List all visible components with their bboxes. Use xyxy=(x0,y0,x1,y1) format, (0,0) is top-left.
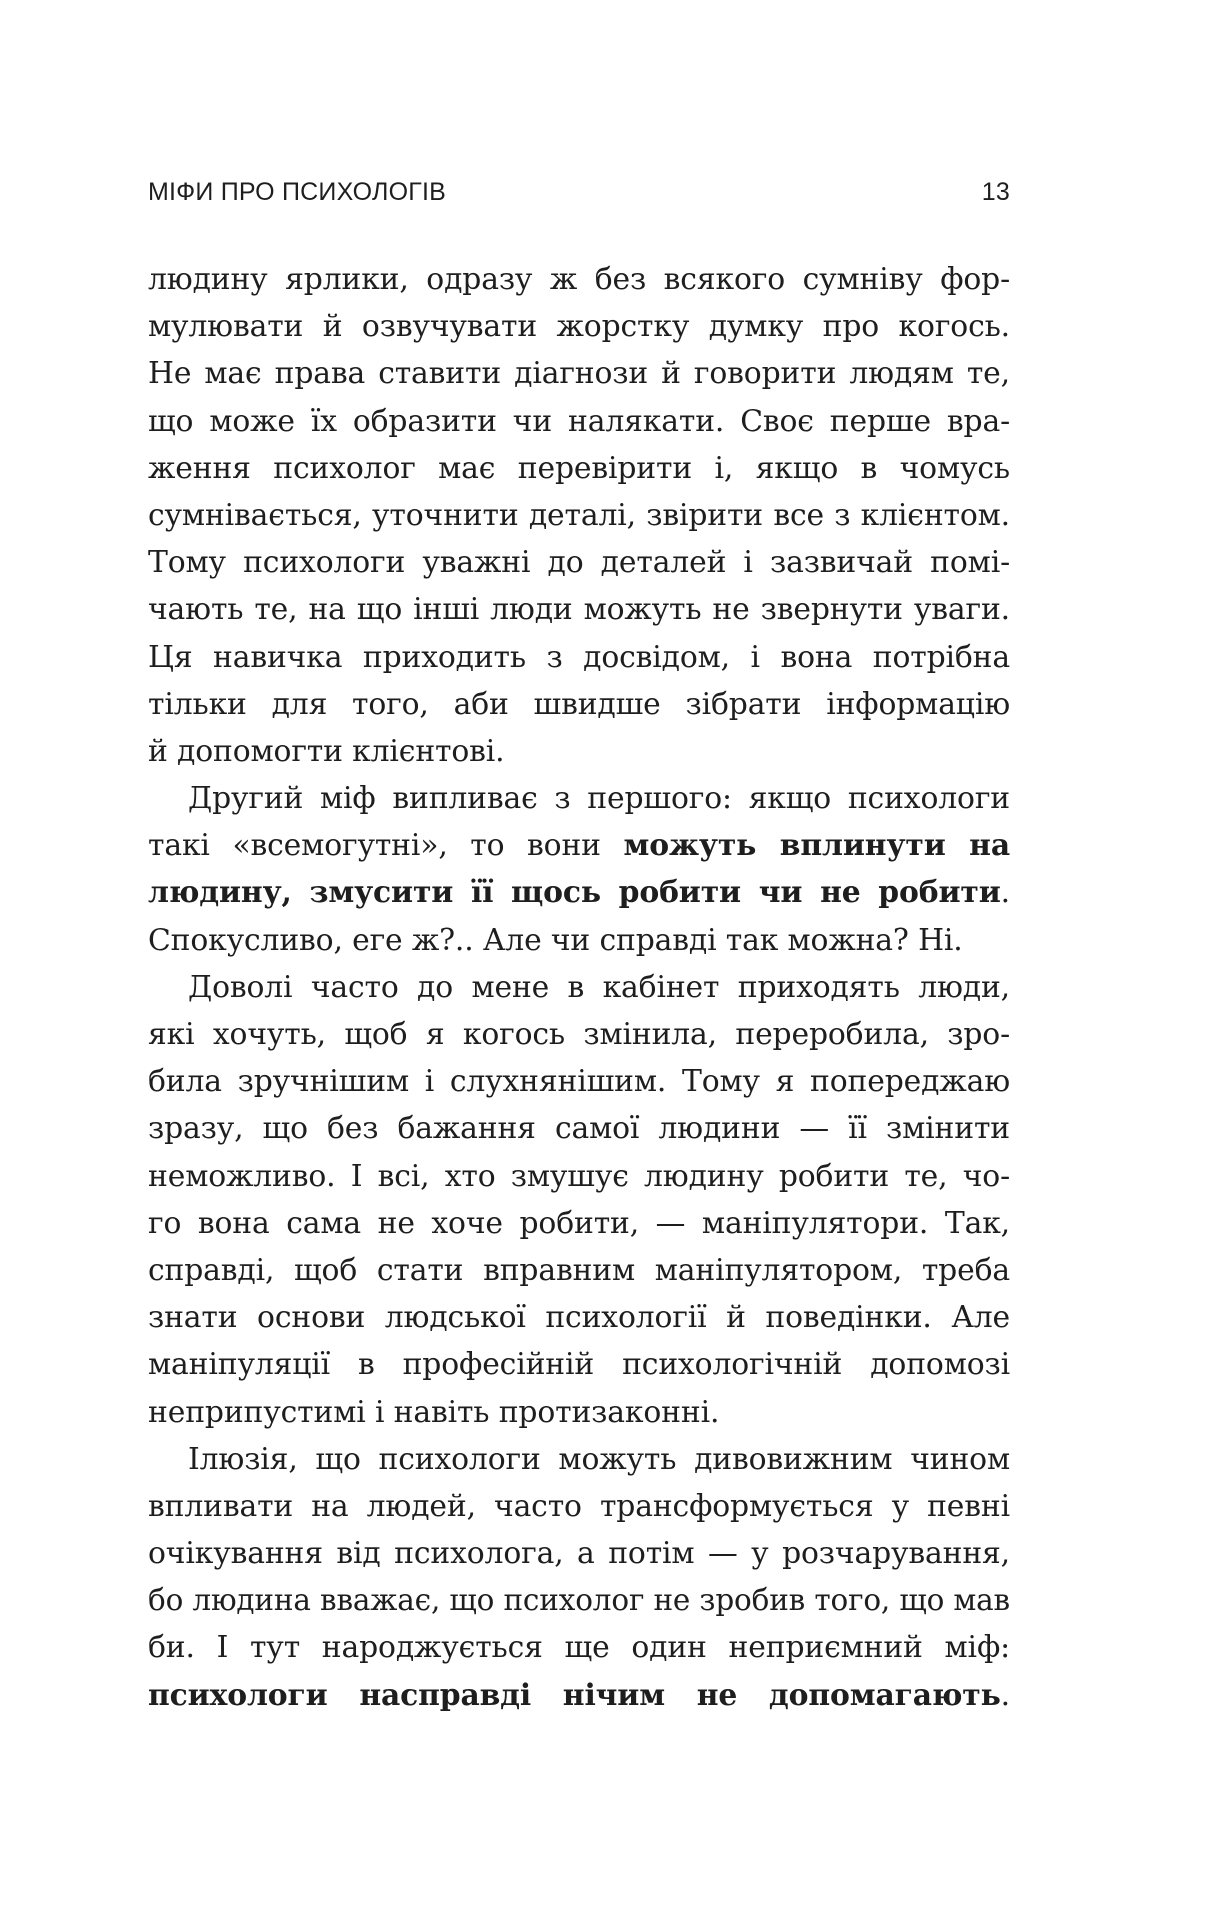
emphasis-text: психологи насправді нічим не допомагають xyxy=(148,1677,1001,1713)
text-line: мулювати й озвучувати жорстку думку про когось. xyxy=(148,309,1010,345)
text-line: такі «всемогутні», то вони можуть вплинути на xyxy=(148,828,1011,864)
text-line: які хочуть, щоб я когось змінила, переробила, зро- xyxy=(148,1017,1010,1052)
page-number: 13 xyxy=(981,178,1010,206)
text-line: людину, змусити її щось робити чи не робити. xyxy=(148,875,1010,911)
body-text xyxy=(148,256,1010,1719)
text-line: Спокусливо, еге ж?.. Але чи справді так можна? Ні. xyxy=(148,922,963,958)
text-line: очікування від психолога, а потім — у розчарування, xyxy=(148,1536,1010,1572)
text-line: Не має права ставити діагнози й говорити людям те, xyxy=(148,356,1010,392)
text-line: зразу, що без бажання самої людини — її змінити xyxy=(148,1111,1010,1147)
text-line: що може їх образити чи налякати. Своє перше вра- xyxy=(148,403,1010,439)
text-line: знати основи людської психології й поведінки. Але xyxy=(148,1300,1010,1336)
text-line: сумнівається, уточнити деталі, звірити все з клієнтом. xyxy=(148,497,1010,533)
text-line: ження психолог має перевірити і, якщо в чомусь xyxy=(148,450,1010,486)
text-line: неможливо. І всі, хто змушує людину робити те, чо- xyxy=(148,1158,1010,1194)
text-line: го вона сама не хоче робити, — маніпулятори. Так, xyxy=(148,1205,1010,1241)
text-line: Другий міф випливає з першого: якщо психологи xyxy=(188,781,1010,817)
text-line: справді, щоб стати вправним маніпулятором, треба xyxy=(148,1252,1010,1288)
text-line: била зручнішим і слухнянішим. Тому я попереджаю xyxy=(148,1064,1010,1100)
running-header xyxy=(148,172,1010,212)
text-line: чають те, на що інші люди можуть не звернути уваги. xyxy=(148,592,1010,628)
text-line: неприпустимі і навіть протизаконні. xyxy=(148,1394,720,1430)
text-line: Ілюзія, що психологи можуть дивовижним чином xyxy=(188,1441,1010,1477)
text-line: й допомогти клієнтові. xyxy=(148,733,505,769)
emphasis-text: людину, змусити її щось робити чи не робити xyxy=(148,875,1001,911)
text-line: тільки для того, аби швидше зібрати інформацію xyxy=(148,686,1010,722)
text-line: би. І тут народжується ще один неприємний міф: xyxy=(148,1630,1010,1666)
text-line: Доволі часто до мене в кабінет приходять люди, xyxy=(188,969,1010,1005)
text-line: психологи насправді нічим не допомагають. xyxy=(148,1677,1010,1713)
emphasis-text: можуть вплинути на xyxy=(623,828,1011,864)
text-line: впливати на людей, часто трансформується у певні xyxy=(148,1488,1010,1524)
running-title: МІФИ ПРО ПСИХОЛОГІВ xyxy=(148,178,446,206)
text-line: людину ярлики, одразу ж без всякого сумніву фор- xyxy=(148,262,1010,297)
text-line: Тому психологи уважні до деталей і зазвичай помі- xyxy=(148,545,1010,581)
text-line: маніпуляції в професійній психологічній допомозі xyxy=(148,1347,1010,1383)
text-line: Ця навичка приходить з досвідом, і вона потрібна xyxy=(148,639,1010,675)
text-line: бо людина вважає, що психолог не зробив того, що мав xyxy=(148,1583,1010,1618)
